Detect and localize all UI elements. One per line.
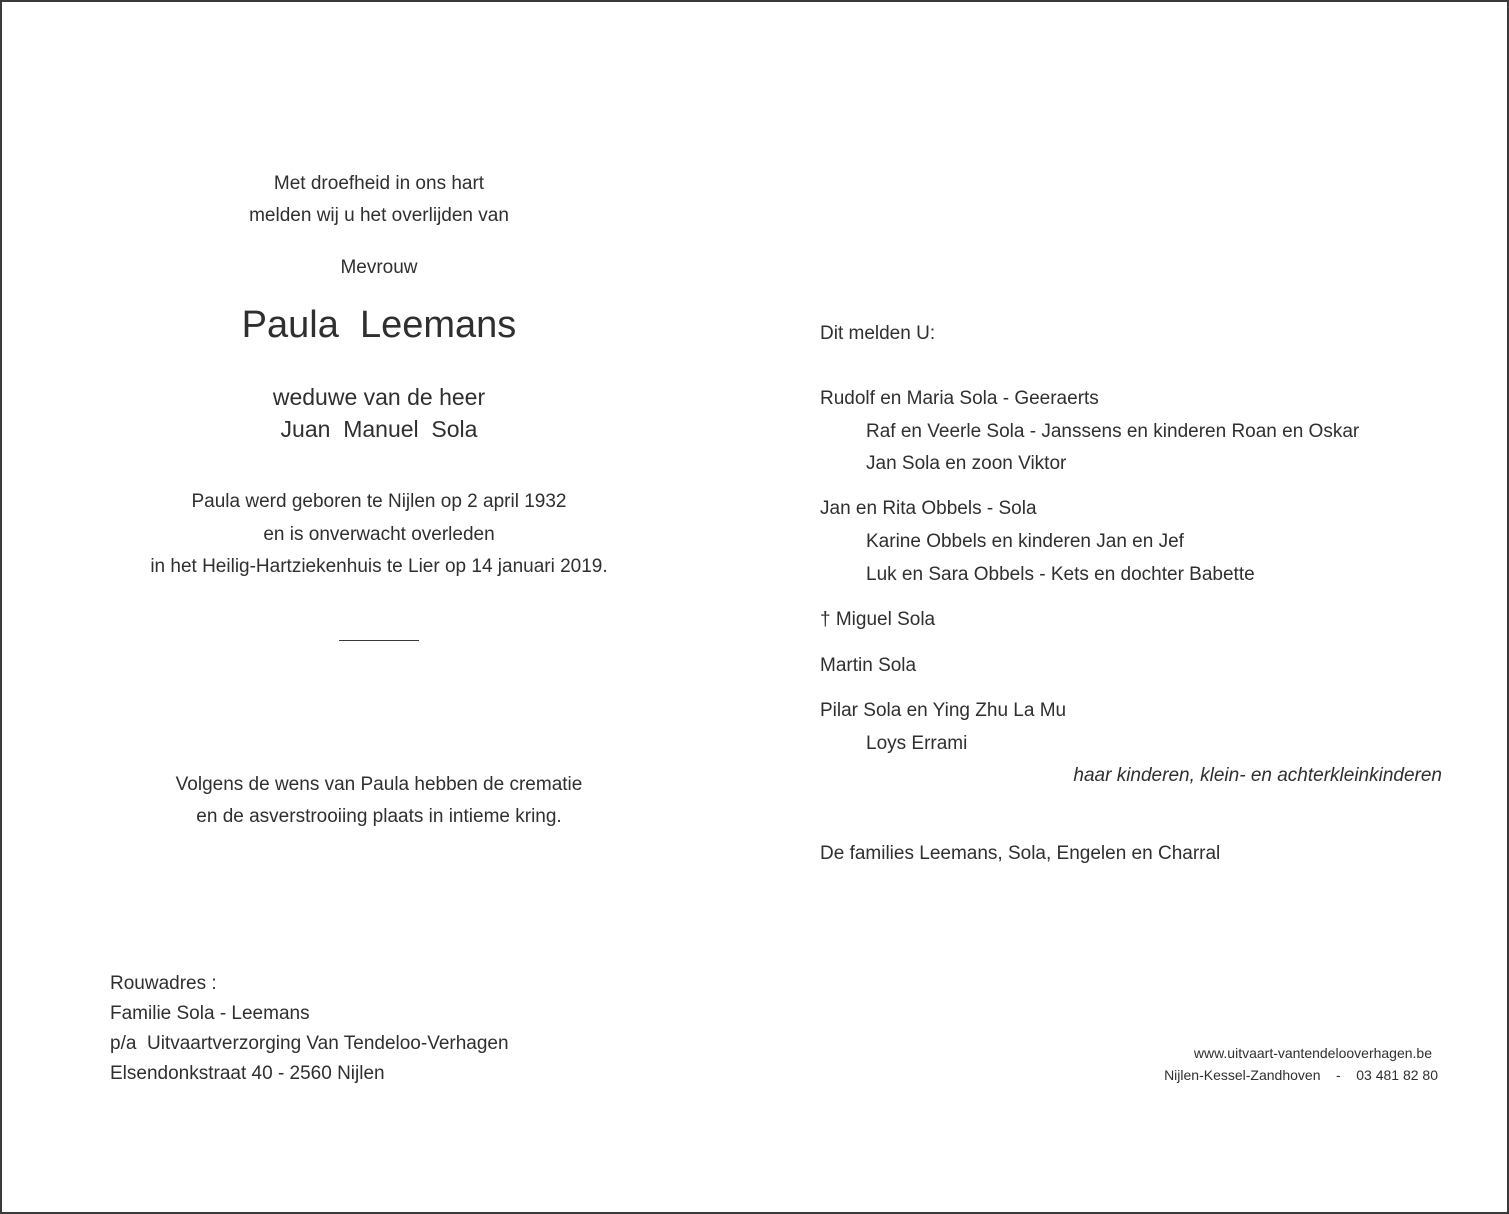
address-line-3: p/a Uitvaartverzorging Van Tendeloo-Verhagen (110, 1033, 509, 1054)
address-line-1: Rouwadres : (110, 973, 217, 994)
footer-contact: Nijlen-Kessel-Zandhoven - 03 481 82 80 (1164, 1067, 1438, 1083)
family-line: Rudolf en Maria Sola - Geeraerts (820, 388, 1099, 409)
deceased-name: Paula Leemans (241, 304, 517, 346)
family-line: Jan en Rita Obbels - Sola (820, 498, 1037, 519)
family-line: Loys Errami (866, 733, 968, 754)
wish-line-2: en de asverstrooiing plaats in intieme kring. (196, 806, 562, 827)
address-line-4: Elsendonkstraat 40 - 2560 Nijlen (110, 1063, 385, 1084)
salutation: Mevrouw (340, 257, 418, 278)
family-line: Jan Sola en zoon Viktor (866, 453, 1067, 474)
footer-url: www.uitvaart-vantendelooverhagen.be (1193, 1045, 1432, 1061)
family-line: Martin Sola (820, 655, 917, 676)
widow-line-2: Juan Manuel Sola (280, 416, 478, 442)
relation-line: haar kinderen, klein- en achterkleinkinderen (1073, 765, 1442, 786)
family-line: Luk en Sara Obbels - Kets en dochter Babette (866, 564, 1255, 585)
family-line: Pilar Sola en Ying Zhu La Mu (820, 700, 1067, 721)
bio-line-2: en is onverwacht overleden (263, 524, 495, 545)
families-line: De families Leemans, Sola, Engelen en Charral (820, 843, 1221, 864)
announce-heading: Dit melden U: (820, 323, 936, 344)
address-line-2: Familie Sola - Leemans (110, 1003, 310, 1024)
intro-line-2: melden wij u het overlijden van (249, 205, 509, 226)
intro-line-1: Met droefheid in ons hart (273, 173, 485, 194)
family-line: Raf en Veerle Sola - Janssens en kinderen Roan en Oskar (866, 421, 1360, 442)
bio-line-3: in het Heilig-Hartziekenhuis te Lier op 14 januari 2019. (150, 556, 608, 577)
widow-line-1: weduwe van de heer (272, 384, 486, 410)
wish-line-1: Volgens de wens van Paula hebben de crematie (175, 774, 583, 795)
family-line: † Miguel Sola (820, 609, 936, 630)
divider-line (339, 640, 419, 641)
family-line: Karine Obbels en kinderen Jan en Jef (866, 531, 1184, 552)
bio-line-1: Paula werd geboren te Nijlen op 2 april 1932 (191, 491, 567, 512)
